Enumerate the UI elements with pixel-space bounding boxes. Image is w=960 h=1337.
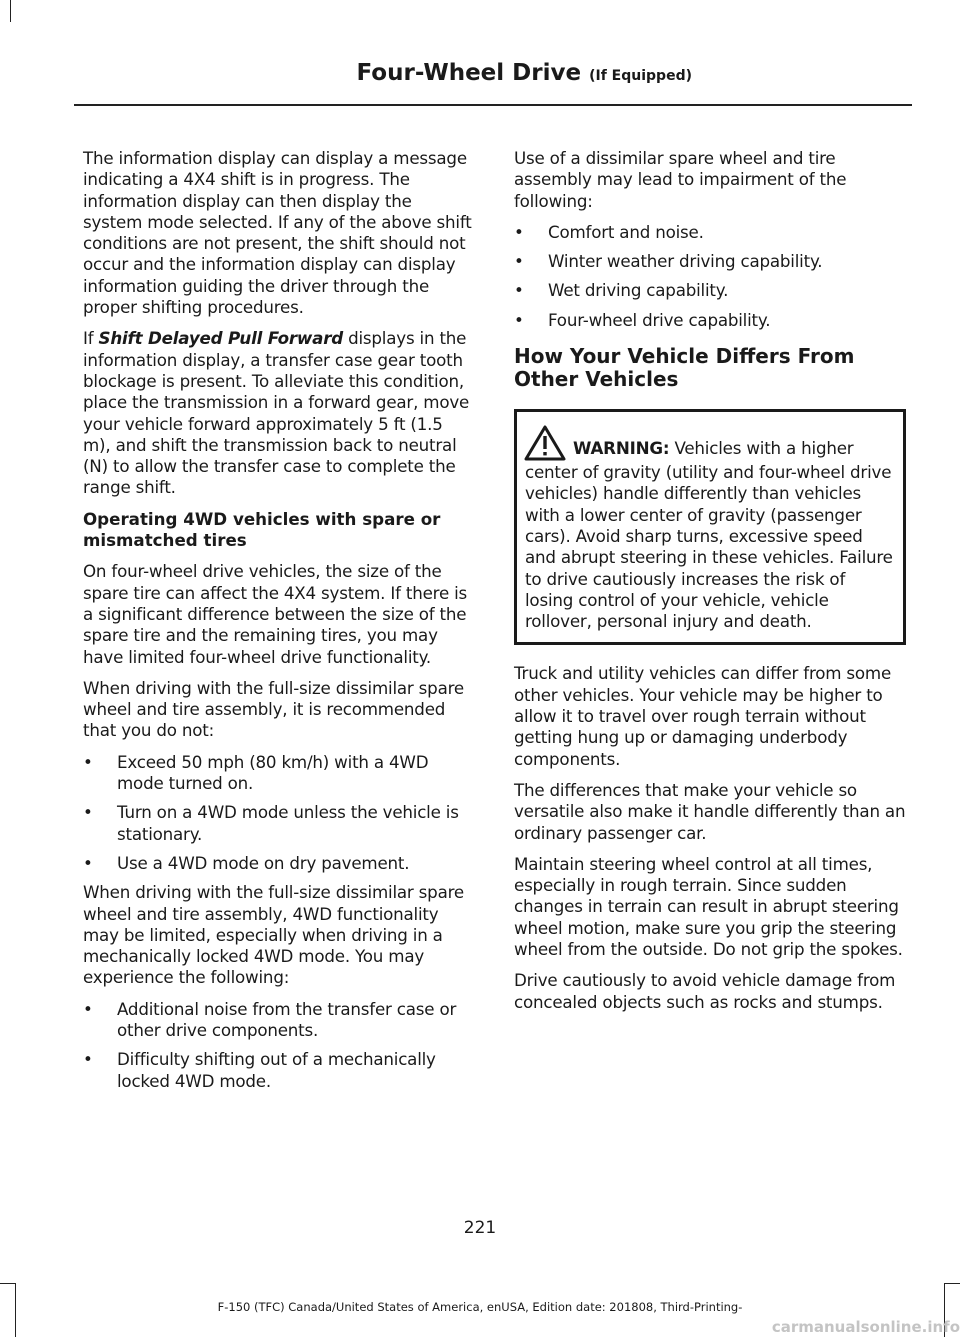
list-item-text: Difficulty shifting out of a mechanically locked 4WD mode. [117,1049,436,1091]
paragraph: Drive cautiously to avoid vehicle damage from concealed objects such as rocks and stumps. [514,970,896,1012]
paragraph: The information display can display a message indicating a 4X4 shift is in progress. The information display can then display the system mode selected. If any of the above shift conditions are not present, the shift should not occur and the information display can display information guiding the driver through the proper shifting procedures. [83,148,472,318]
page-title [357,60,692,86]
list-item-text: Exceed 50 mph (80 km/h) with a 4WD mode turned on. [117,751,429,794]
bullet: • [83,802,93,823]
list-item [83,752,475,795]
list-item [514,280,906,301]
bullet-list [83,999,475,1092]
bullet: • [83,1049,93,1070]
bullet: • [83,998,93,1019]
paragraph-shift-delayed [83,328,475,498]
list-item [83,1049,475,1092]
paragraph: Maintain steering wheel control at all times, especially in rough terrain. Since sudden changes in terrain can result in abrupt steering wheel motion, make sure you grip the steering wheel from the outside. Do not grip the spokes. [514,853,903,960]
list-item-text: Comfort and noise. [548,221,704,242]
list-item-text: Four-wheel drive capability. [548,309,771,330]
text: displays in the information display, a transfer case gear tooth blockage is present. To alleviate this condition, place the transmission in a forward gear, move your vehicle forward approximately 5 ft (1.5 m), and shift the transmission back to neutral (N) to allow the transfer case to complete the range shift. [83,328,470,498]
paragraph: On four-wheel drive vehicles, the size of the spare tire can affect the 4X4 system. If there is a significant difference between the size of the spare tire and the remaining tires, you may have limited four-wheel drive functionality. [83,561,468,667]
left-column [83,148,475,1100]
list-item-text: Wet driving capability. [548,280,729,301]
right-column [514,148,906,1023]
footer-edition-info: F-150 (TFC) Canada/United States of America, enUSA, Edition date: 201808, Third-Printing- [217,1300,743,1314]
list-item [83,802,475,845]
warning-text: Vehicles with a higher center of gravity (utility and four-wheel drive vehicles) handle differently than vehicles with a lower center of gravity (passenger cars). Avoid sharp turns, excessive speed and abrupt steering in these vehicles. Failure to drive cautiously increases the risk of losing control of your vehicle, vehicle rollover, personal injury and death. [525,438,893,632]
list-item [514,310,906,331]
paragraph: Use of a dissimilar spare wheel and tire assembly may lead to impairment of the following: [514,148,847,211]
page-number: 221 [463,1218,497,1238]
bullet: • [514,221,524,242]
warning-label: WARNING: [573,438,670,459]
bullet: • [514,280,524,301]
bullet-list [83,752,475,874]
list-item [83,853,475,874]
paragraph: Truck and utility vehicles can differ from some other vehicles. Your vehicle may be higher to allow it to travel over rough terrain without getting hung up or damaging underbody components. [514,663,892,769]
list-item-text: Additional noise from the transfer case or other drive components. [117,998,457,1040]
list-item-text: Turn on a 4WD mode unless the vehicle is stationary. [117,802,459,844]
section-heading-spare-tires: Operating 4WD vehicles with spare or mismatched tires [83,508,441,551]
bullet: • [83,852,93,873]
text: If [83,328,99,349]
crop-mark-top-left [10,0,11,22]
list-item [83,999,475,1042]
paragraph: When driving with the full-size dissimilar spare wheel and tire assembly, 4WD functionality may be limited, especially when driving in a mechanically locked 4WD mode. You may experience the following: [83,882,464,988]
bullet: • [514,251,524,272]
bullet: • [83,751,93,772]
list-item-text: Use a 4WD mode on dry pavement. [117,852,410,873]
bullet-list [514,222,906,331]
watermark: carmanualsonline.info [771,1318,960,1336]
message-name: Shift Delayed Pull Forward [98,328,343,349]
page-title-subtitle: (If Equipped) [589,68,692,84]
list-item-text: Winter weather driving capability. [548,251,823,272]
bullet: • [514,309,524,330]
section-heading-vehicle-differences: How Your Vehicle Differs From Other Vehicles [514,344,855,392]
list-item [514,251,906,272]
paragraph: When driving with the full-size dissimilar spare wheel and tire assembly, it is recommended that you do not: [83,677,464,741]
warning-box [514,409,906,645]
warning-triangle-icon [523,424,567,462]
page-title-main: Four-Wheel Drive [356,60,582,86]
paragraph: The differences that make your vehicle so versatile also make it handle differently than an ordinary passenger car. [514,779,906,843]
header-divider [74,104,912,106]
list-item [514,222,906,243]
